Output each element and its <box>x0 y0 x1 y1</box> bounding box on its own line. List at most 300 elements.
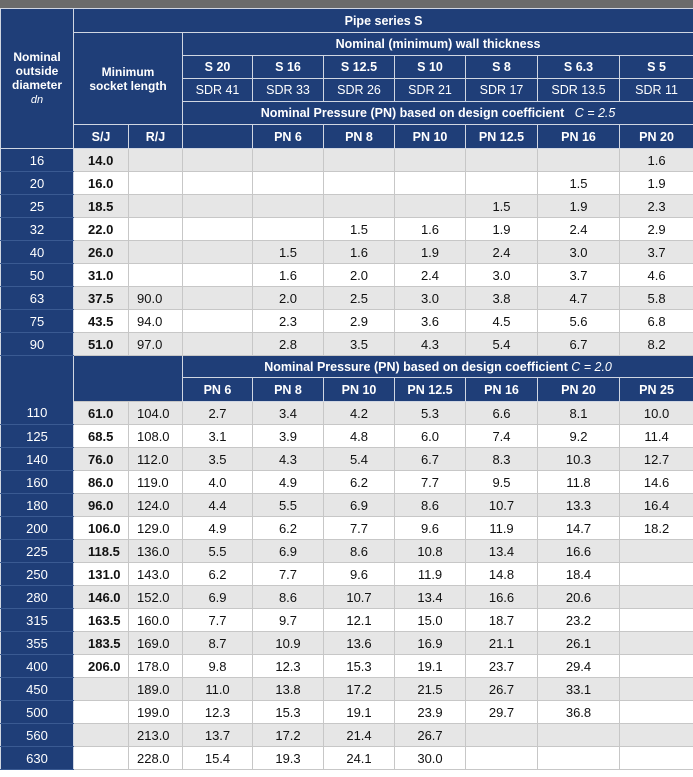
pressure-cell: 6.2 <box>183 563 253 586</box>
pressure-cell: 1.6 <box>253 264 324 287</box>
table-row <box>1 218 693 241</box>
pressure-cell: 3.8 <box>466 287 538 310</box>
pressure-cell <box>183 195 253 218</box>
table-row <box>1 563 693 586</box>
series-cell: S 6.3 <box>538 56 620 79</box>
rj-length-cell <box>129 218 183 241</box>
table-row <box>1 264 693 287</box>
pressure-cell: 2.8 <box>253 333 324 356</box>
sj-length-cell: 146.0 <box>74 586 129 609</box>
pressure-cell <box>183 310 253 333</box>
pressure-cell: 16.6 <box>538 540 620 563</box>
pressure-cell: 24.1 <box>324 747 395 770</box>
series-cell: S 8 <box>466 56 538 79</box>
rj-length-cell: 189.0 <box>129 678 183 701</box>
pressure-cell <box>538 149 620 172</box>
pressure-cell <box>620 609 693 632</box>
pressure-cell: 3.0 <box>466 264 538 287</box>
rj-header: R/J <box>129 125 183 149</box>
pressure-cell: 19.1 <box>395 655 466 678</box>
diameter-cell: 110 <box>1 402 74 425</box>
rj-length-cell: 213.0 <box>129 724 183 747</box>
pressure-cell: 21.5 <box>395 678 466 701</box>
pressure-cell: 10.8 <box>395 540 466 563</box>
diameter-cell: 560 <box>1 724 74 747</box>
sdr-cell: SDR 11 <box>620 79 693 102</box>
diameter-cell: 200 <box>1 517 74 540</box>
pressure-cell: 13.3 <box>538 494 620 517</box>
rj-length-cell: 94.0 <box>129 310 183 333</box>
pn-cell: PN 6 <box>183 378 253 402</box>
pressure-cell: 6.9 <box>183 586 253 609</box>
sdr-cell: SDR 17 <box>466 79 538 102</box>
sj-length-cell: 86.0 <box>74 471 129 494</box>
rj-length-cell: 199.0 <box>129 701 183 724</box>
pressure-cell: 6.0 <box>395 425 466 448</box>
rj-length-cell: 90.0 <box>129 287 183 310</box>
pn-cell: PN 16 <box>538 125 620 149</box>
pressure-cell: 10.0 <box>620 402 693 425</box>
pressure-cell: 3.1 <box>183 425 253 448</box>
sj-length-cell: 183.5 <box>74 632 129 655</box>
pressure-cell: 15.3 <box>324 655 395 678</box>
pressure-cell: 13.6 <box>324 632 395 655</box>
sj-length-cell: 118.5 <box>74 540 129 563</box>
pressure-cell <box>183 287 253 310</box>
diameter-cell: 250 <box>1 563 74 586</box>
table-row <box>1 540 693 563</box>
pn-cell: PN 12.5 <box>395 378 466 402</box>
pressure-cell: 6.2 <box>324 471 395 494</box>
pn-cell: PN 6 <box>253 125 324 149</box>
pressure-cell: 4.2 <box>324 402 395 425</box>
pressure-cell: 1.5 <box>253 241 324 264</box>
pn-cell: PN 25 <box>620 378 693 402</box>
pressure-cell: 2.7 <box>183 402 253 425</box>
pressure-cell: 23.9 <box>395 701 466 724</box>
pressure-cell: 30.0 <box>395 747 466 770</box>
pressure-cell <box>183 149 253 172</box>
sj-length-cell <box>74 701 129 724</box>
pressure-cell: 1.5 <box>324 218 395 241</box>
pressure-cell: 1.9 <box>620 172 693 195</box>
pressure-cell: 4.0 <box>183 471 253 494</box>
sj-length-cell: 131.0 <box>74 563 129 586</box>
sdr-cell: SDR 13.5 <box>538 79 620 102</box>
pressure-cell: 7.7 <box>395 471 466 494</box>
pressure-cell: 17.2 <box>253 724 324 747</box>
sj-length-cell <box>74 678 129 701</box>
pressure-cell <box>183 172 253 195</box>
pressure-cell: 1.6 <box>395 218 466 241</box>
pressure-cell <box>466 747 538 770</box>
pressure-cell: 26.7 <box>466 678 538 701</box>
pressure-cell: 4.4 <box>183 494 253 517</box>
pressure-cell: 3.6 <box>395 310 466 333</box>
pressure-cell: 15.3 <box>253 701 324 724</box>
section-c20-body <box>1 402 693 770</box>
pressure-cell: 29.4 <box>538 655 620 678</box>
pressure-cell: 9.8 <box>183 655 253 678</box>
pressure-cell: 2.3 <box>253 310 324 333</box>
diameter-cell: 16 <box>1 149 74 172</box>
pressure-cell <box>620 678 693 701</box>
pressure-cell <box>183 333 253 356</box>
pressure-cell: 1.9 <box>538 195 620 218</box>
pressure-cell: 10.9 <box>253 632 324 655</box>
sj-length-cell: 43.5 <box>74 310 129 333</box>
pressure-cell: 10.7 <box>466 494 538 517</box>
pressure-cell: 3.5 <box>324 333 395 356</box>
pressure-cell: 5.6 <box>538 310 620 333</box>
pressure-cell: 12.3 <box>183 701 253 724</box>
pressure-cell: 7.7 <box>253 563 324 586</box>
pressure-cell <box>466 172 538 195</box>
table-row <box>1 655 693 678</box>
pressure-cell <box>395 195 466 218</box>
pressure-cell: 13.4 <box>466 540 538 563</box>
diameter-cell: 500 <box>1 701 74 724</box>
rj-length-cell: 97.0 <box>129 333 183 356</box>
pressure-cell <box>620 586 693 609</box>
pressure-cell <box>620 540 693 563</box>
pressure-cell: 11.9 <box>466 517 538 540</box>
blank-header-cell <box>1 356 74 402</box>
pressure-cell <box>538 724 620 747</box>
pressure-cell <box>466 724 538 747</box>
sj-length-cell: 76.0 <box>74 448 129 471</box>
diameter-cell: 125 <box>1 425 74 448</box>
pressure-cell: 6.9 <box>253 540 324 563</box>
sdr-cell: SDR 41 <box>183 79 253 102</box>
pressure-cell: 2.9 <box>620 218 693 241</box>
series-cell: S 5 <box>620 56 693 79</box>
table-row <box>1 586 693 609</box>
pressure-cell: 13.7 <box>183 724 253 747</box>
pn-cell: PN 10 <box>395 125 466 149</box>
pressure-cell: 4.6 <box>620 264 693 287</box>
pressure-cell: 1.9 <box>395 241 466 264</box>
diameter-cell: 630 <box>1 747 74 770</box>
pressure-cell: 6.7 <box>395 448 466 471</box>
pressure-cell: 4.5 <box>466 310 538 333</box>
min-socket-header: Minimum socket length <box>74 33 183 125</box>
sj-length-cell: 37.5 <box>74 287 129 310</box>
series-cell: S 12.5 <box>324 56 395 79</box>
pressure-cell: 9.6 <box>324 563 395 586</box>
sj-length-cell <box>74 747 129 770</box>
sdr-cell: SDR 26 <box>324 79 395 102</box>
pressure-cell: 14.8 <box>466 563 538 586</box>
pressure-cell: 4.3 <box>253 448 324 471</box>
diameter-cell: 20 <box>1 172 74 195</box>
rj-length-cell: 136.0 <box>129 540 183 563</box>
diameter-cell: 25 <box>1 195 74 218</box>
rj-length-cell: 169.0 <box>129 632 183 655</box>
diameter-cell: 315 <box>1 609 74 632</box>
pressure-cell: 1.6 <box>620 149 693 172</box>
sj-length-cell: 206.0 <box>74 655 129 678</box>
pressure-cell: 10.7 <box>324 586 395 609</box>
table-row <box>1 448 693 471</box>
table-row <box>1 402 693 425</box>
pressure-cell: 8.6 <box>324 540 395 563</box>
table-row <box>1 747 693 770</box>
pressure-cell: 9.6 <box>395 517 466 540</box>
sj-header: S/J <box>74 125 129 149</box>
series-cell: S 10 <box>395 56 466 79</box>
diameter-cell: 50 <box>1 264 74 287</box>
table-row <box>1 632 693 655</box>
pressure-cell: 7.7 <box>183 609 253 632</box>
pn-cell: PN 8 <box>253 378 324 402</box>
pressure-cell <box>253 218 324 241</box>
pressure-cell: 10.3 <box>538 448 620 471</box>
pressure-cell: 19.3 <box>253 747 324 770</box>
blank-header-cell <box>74 356 183 402</box>
table-row <box>1 425 693 448</box>
pressure-cell: 3.0 <box>538 241 620 264</box>
pressure-cell <box>620 724 693 747</box>
pressure-cell: 33.1 <box>538 678 620 701</box>
pressure-cell: 5.5 <box>253 494 324 517</box>
pressure-cell: 11.0 <box>183 678 253 701</box>
sj-length-cell: 22.0 <box>74 218 129 241</box>
pressure-cell <box>324 172 395 195</box>
rj-length-cell: 152.0 <box>129 586 183 609</box>
table-row <box>1 333 693 356</box>
diameter-cell: 140 <box>1 448 74 471</box>
table-row <box>1 149 693 172</box>
pressure-cell: 9.7 <box>253 609 324 632</box>
pressure-cell: 9.5 <box>466 471 538 494</box>
pressure-cell <box>620 701 693 724</box>
pressure-cell: 23.7 <box>466 655 538 678</box>
table-row <box>1 471 693 494</box>
table-row <box>1 609 693 632</box>
diameter-cell: 160 <box>1 471 74 494</box>
sj-length-cell: 61.0 <box>74 402 129 425</box>
pressure-cell: 15.4 <box>183 747 253 770</box>
table-row <box>1 241 693 264</box>
table-row <box>1 310 693 333</box>
sj-length-cell: 31.0 <box>74 264 129 287</box>
pressure-cell: 3.9 <box>253 425 324 448</box>
section-c25-body <box>1 149 693 356</box>
pressure-cell: 21.4 <box>324 724 395 747</box>
pressure-cell <box>620 563 693 586</box>
sj-length-cell: 18.5 <box>74 195 129 218</box>
pressure-cell: 3.7 <box>620 241 693 264</box>
pressure-cell: 6.7 <box>538 333 620 356</box>
pressure-cell: 2.5 <box>324 287 395 310</box>
pipe-series-header: Pipe series S <box>74 9 693 33</box>
pressure-cell: 14.7 <box>538 517 620 540</box>
pressure-cell: 5.4 <box>324 448 395 471</box>
pn-cell: PN 12.5 <box>466 125 538 149</box>
diameter-cell: 32 <box>1 218 74 241</box>
pressure-cell: 5.4 <box>466 333 538 356</box>
rj-length-cell: 143.0 <box>129 563 183 586</box>
pressure-cell: 11.8 <box>538 471 620 494</box>
table-row <box>1 724 693 747</box>
series-cell: S 16 <box>253 56 324 79</box>
table-row <box>1 678 693 701</box>
pressure-cell: 29.7 <box>466 701 538 724</box>
pressure-cell: 36.8 <box>538 701 620 724</box>
sj-length-cell: 51.0 <box>74 333 129 356</box>
diameter-cell: 40 <box>1 241 74 264</box>
pressure-cell <box>620 632 693 655</box>
table-row <box>1 287 693 310</box>
diameter-cell: 75 <box>1 310 74 333</box>
diameter-cell: 355 <box>1 632 74 655</box>
rj-length-cell <box>129 241 183 264</box>
pressure-cell: 11.9 <box>395 563 466 586</box>
rj-length-cell: 112.0 <box>129 448 183 471</box>
pressure-cell: 12.1 <box>324 609 395 632</box>
pressure-cell: 18.7 <box>466 609 538 632</box>
pressure-cell: 4.9 <box>183 517 253 540</box>
sj-length-cell: 26.0 <box>74 241 129 264</box>
pressure-cell <box>466 149 538 172</box>
rj-length-cell <box>129 264 183 287</box>
pressure-cell: 3.7 <box>538 264 620 287</box>
pressure-cell: 1.5 <box>538 172 620 195</box>
pressure-cell: 7.4 <box>466 425 538 448</box>
rj-length-cell: 178.0 <box>129 655 183 678</box>
sdr-cell: SDR 21 <box>395 79 466 102</box>
pressure-cell <box>395 149 466 172</box>
pressure-cell: 3.4 <box>253 402 324 425</box>
table-row <box>1 494 693 517</box>
pressure-cell: 7.7 <box>324 517 395 540</box>
pressure-cell <box>253 149 324 172</box>
pressure-cell <box>395 172 466 195</box>
pressure-cell: 5.5 <box>183 540 253 563</box>
pressure-cell: 4.8 <box>324 425 395 448</box>
pressure-cell: 2.4 <box>395 264 466 287</box>
pressure-cell <box>183 264 253 287</box>
pressure-cell: 3.5 <box>183 448 253 471</box>
pressure-cell: 18.4 <box>538 563 620 586</box>
table-row <box>1 517 693 540</box>
pressure-cell: 8.2 <box>620 333 693 356</box>
sj-length-cell: 163.5 <box>74 609 129 632</box>
pressure-cell: 2.0 <box>253 287 324 310</box>
rj-length-cell: 104.0 <box>129 402 183 425</box>
sj-length-cell <box>74 724 129 747</box>
pressure-cell: 15.0 <box>395 609 466 632</box>
pressure-cell: 5.3 <box>395 402 466 425</box>
pressure-cell <box>620 655 693 678</box>
pn-heading-c25: Nominal Pressure (PN) based on design coefficient C = 2.5 <box>183 102 693 125</box>
pressure-cell: 11.4 <box>620 425 693 448</box>
rj-length-cell: 124.0 <box>129 494 183 517</box>
pressure-cell <box>620 747 693 770</box>
pressure-cell <box>324 195 395 218</box>
pressure-cell: 16.4 <box>620 494 693 517</box>
sj-length-cell: 106.0 <box>74 517 129 540</box>
pressure-cell <box>253 195 324 218</box>
pressure-cell: 12.3 <box>253 655 324 678</box>
table-row <box>1 172 693 195</box>
pressure-cell: 1.6 <box>324 241 395 264</box>
rj-length-cell <box>129 195 183 218</box>
pressure-cell: 17.2 <box>324 678 395 701</box>
pressure-cell: 3.0 <box>395 287 466 310</box>
pn-cell: PN 10 <box>324 378 395 402</box>
rj-length-cell <box>129 172 183 195</box>
pressure-cell: 1.9 <box>466 218 538 241</box>
pn-cell: PN 20 <box>538 378 620 402</box>
table-row <box>1 195 693 218</box>
wall-thickness-header: Nominal (minimum) wall thickness <box>183 33 693 56</box>
pressure-cell: 20.6 <box>538 586 620 609</box>
pressure-cell: 8.7 <box>183 632 253 655</box>
pn-cell <box>183 125 253 149</box>
pressure-cell: 12.7 <box>620 448 693 471</box>
pressure-cell: 16.9 <box>395 632 466 655</box>
pressure-cell: 19.1 <box>324 701 395 724</box>
pn-heading-c20: Nominal Pressure (PN) based on design coefficient C = 2.0 <box>183 356 693 378</box>
pressure-cell: 6.9 <box>324 494 395 517</box>
pressure-cell: 26.1 <box>538 632 620 655</box>
sj-length-cell: 68.5 <box>74 425 129 448</box>
pipe-pressure-table <box>0 8 693 770</box>
top-bar <box>0 0 693 8</box>
table-header <box>1 9 693 149</box>
pressure-cell: 2.4 <box>466 241 538 264</box>
rj-length-cell: 129.0 <box>129 517 183 540</box>
pressure-cell <box>183 218 253 241</box>
rj-length-cell: 160.0 <box>129 609 183 632</box>
nominal-od-header: Nominal outside diameter dn <box>1 9 74 149</box>
series-cell: S 20 <box>183 56 253 79</box>
table-row <box>1 701 693 724</box>
pressure-cell: 13.4 <box>395 586 466 609</box>
diameter-cell: 280 <box>1 586 74 609</box>
pressure-cell: 26.7 <box>395 724 466 747</box>
pressure-cell: 1.5 <box>466 195 538 218</box>
pressure-cell: 21.1 <box>466 632 538 655</box>
pressure-cell: 6.2 <box>253 517 324 540</box>
pressure-cell: 4.9 <box>253 471 324 494</box>
pressure-cell: 2.9 <box>324 310 395 333</box>
diameter-cell: 63 <box>1 287 74 310</box>
pn-cell: PN 8 <box>324 125 395 149</box>
sj-length-cell: 16.0 <box>74 172 129 195</box>
pressure-cell: 16.6 <box>466 586 538 609</box>
pressure-cell: 2.4 <box>538 218 620 241</box>
pressure-cell: 13.8 <box>253 678 324 701</box>
pressure-cell: 8.1 <box>538 402 620 425</box>
pressure-cell: 4.7 <box>538 287 620 310</box>
pressure-cell: 6.6 <box>466 402 538 425</box>
section-c20-header <box>1 356 693 402</box>
diameter-cell: 180 <box>1 494 74 517</box>
diameter-cell: 450 <box>1 678 74 701</box>
pressure-cell: 5.8 <box>620 287 693 310</box>
diameter-cell: 400 <box>1 655 74 678</box>
pressure-cell <box>538 747 620 770</box>
pn-cell: PN 20 <box>620 125 693 149</box>
pressure-cell: 8.3 <box>466 448 538 471</box>
pressure-cell: 2.3 <box>620 195 693 218</box>
pressure-cell <box>253 172 324 195</box>
diameter-cell: 225 <box>1 540 74 563</box>
pressure-cell <box>324 149 395 172</box>
